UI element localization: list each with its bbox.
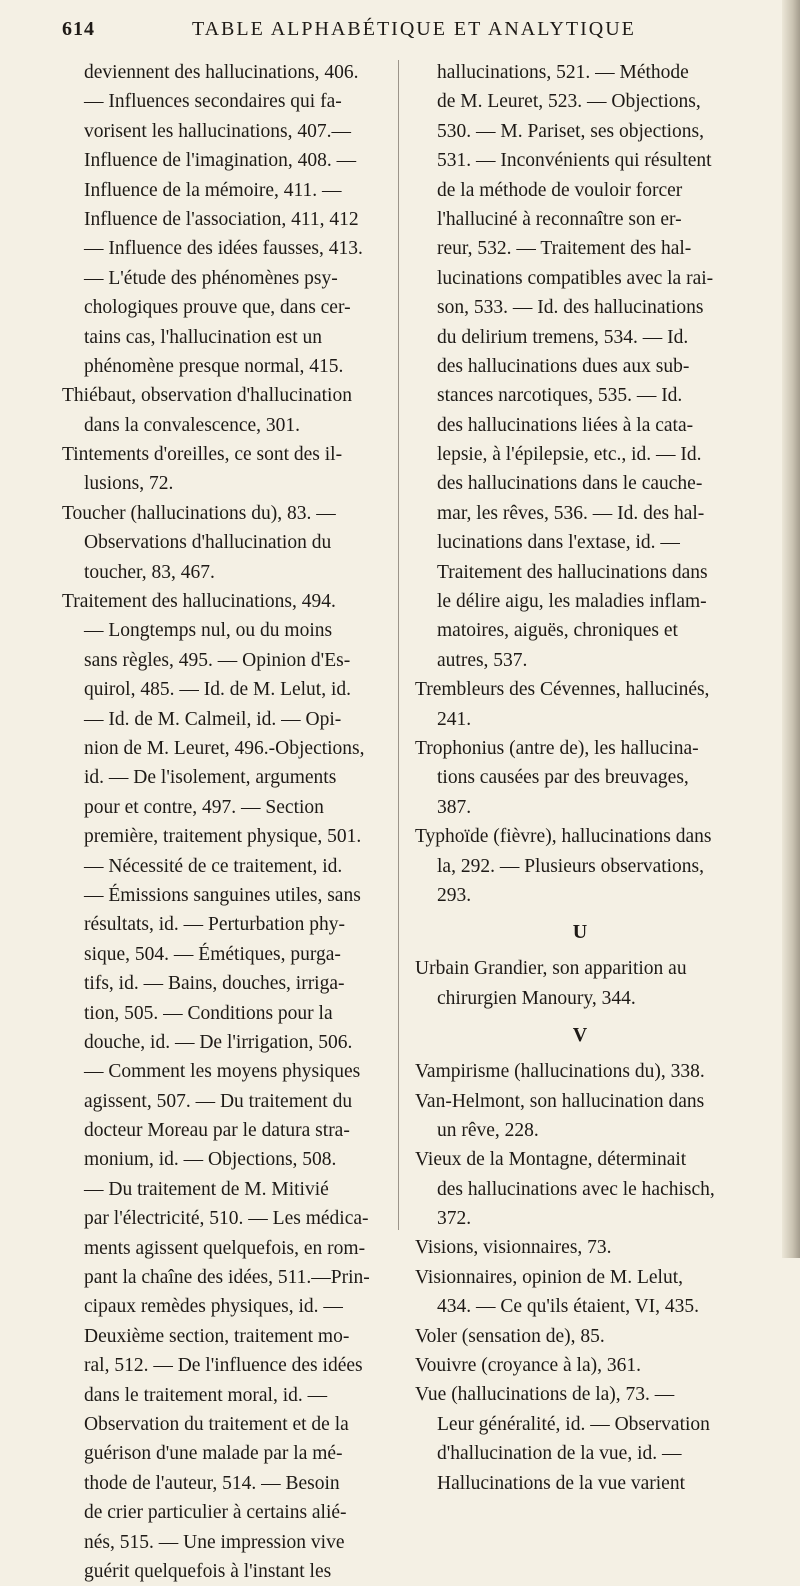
index-line: Traitement des hallucinations dans bbox=[437, 561, 708, 583]
index-line: lusions, 72. bbox=[84, 473, 174, 495]
index-line: Toucher (hallucinations du), 83. — bbox=[62, 502, 336, 524]
index-line: Urbain Grandier, son apparition au bbox=[415, 958, 687, 980]
index-line: tions causées par des breuvages, bbox=[437, 767, 689, 789]
index-line: phénomène presque normal, 415. bbox=[84, 355, 344, 377]
index-line: — Nécessité de ce traitement, id. bbox=[84, 855, 343, 877]
index-line: stances narcotiques, 535. — Id. bbox=[437, 385, 683, 407]
index-line: autres, 537. bbox=[437, 649, 528, 671]
index-line: thode de l'auteur, 514. — Besoin bbox=[84, 1472, 340, 1494]
index-line: l'halluciné à reconnaître son er- bbox=[437, 208, 682, 230]
section-letter: U bbox=[572, 921, 588, 944]
index-line: — Influences secondaires qui fa- bbox=[84, 91, 342, 113]
index-line: Van-Helmont, son hallucination dans bbox=[415, 1090, 705, 1112]
index-line: — Émissions sanguines utiles, sans bbox=[84, 884, 361, 906]
index-line: chologiques prouve que, dans cer- bbox=[84, 297, 351, 319]
index-line: — Longtemps nul, ou du moins bbox=[84, 620, 333, 642]
index-line: Trembleurs des Cévennes, hallucinés, bbox=[415, 679, 710, 701]
index-line: Leur généralité, id. — Observation bbox=[437, 1413, 710, 1435]
index-line: — Id. de M. Calmeil, id. — Opi- bbox=[84, 708, 342, 730]
index-line: sans règles, 495. — Opinion d'Es- bbox=[84, 649, 351, 671]
index-line: 372. bbox=[437, 1208, 472, 1230]
index-line: tifs, id. — Bains, douches, irriga- bbox=[84, 973, 345, 995]
index-line: des hallucinations dans le cauche- bbox=[437, 473, 703, 495]
index-line: — Influence des idées fausses, 413. bbox=[84, 238, 363, 260]
index-line: la, 292. — Plusieurs observations, bbox=[437, 855, 705, 877]
index-line: de la méthode de vouloir forcer bbox=[437, 179, 683, 201]
index-line: reur, 532. — Traitement des hal- bbox=[437, 238, 692, 260]
index-line: 530. — M. Pariset, ses objections, bbox=[437, 120, 705, 142]
index-line: quirol, 485. — Id. de M. Lelut, id. bbox=[84, 679, 352, 701]
index-line: chirurgien Manoury, 344. bbox=[437, 987, 636, 1009]
index-line: 531. — Inconvénients qui résultent bbox=[437, 150, 712, 172]
index-line: lucinations dans l'extase, id. — bbox=[437, 532, 680, 554]
index-line: ral, 512. — De l'influence des idées bbox=[84, 1355, 363, 1377]
index-line: un rêve, 228. bbox=[437, 1119, 539, 1141]
index-line: docteur Moreau par le datura stra- bbox=[84, 1120, 350, 1142]
index-line: du delirium tremens, 534. — Id. bbox=[437, 326, 689, 348]
index-line: Voler (sensation de), 85. bbox=[415, 1325, 605, 1347]
index-line: Visions, visionnaires, 73. bbox=[415, 1237, 612, 1259]
index-column-right bbox=[415, 58, 745, 1498]
index-line: deviennent des hallucinations, 406. bbox=[84, 62, 359, 83]
index-line: guérit quelquefois à l'instant les bbox=[84, 1560, 332, 1582]
index-line: ments agissent quelquefois, en rom- bbox=[84, 1237, 366, 1259]
index-line: matoires, aiguës, chroniques et bbox=[437, 620, 678, 642]
index-line: vorisent les hallucinations, 407.— bbox=[84, 120, 352, 142]
index-line: Observation du traitement et de la bbox=[84, 1413, 349, 1435]
index-line: 434. — Ce qu'ils étaient, VI, 435. bbox=[437, 1296, 700, 1318]
index-line: des hallucinations avec le hachisch, bbox=[437, 1178, 715, 1200]
index-line: par l'électricité, 510. — Les médica- bbox=[84, 1208, 369, 1230]
index-line: Thiébaut, observation d'hallucination bbox=[62, 385, 352, 407]
index-line: lucinations compatibles avec la rai- bbox=[437, 267, 714, 289]
index-line: — Comment les moyens physiques bbox=[84, 1061, 361, 1083]
index-line: dans le traitement moral, id. — bbox=[84, 1384, 328, 1406]
index-line: Vampirisme (hallucinations du), 338. bbox=[415, 1061, 705, 1083]
index-line: première, traitement physique, 501. bbox=[84, 826, 362, 848]
page-header bbox=[62, 18, 762, 48]
index-line: lepsie, à l'épilepsie, etc., id. — Id. bbox=[437, 444, 702, 466]
running-title: TABLE ALPHABÉTIQUE ET ANALYTIQUE bbox=[192, 18, 636, 40]
index-line: cipaux remèdes physiques, id. — bbox=[84, 1296, 343, 1318]
index-line: toucher, 83, 467. bbox=[84, 561, 215, 583]
index-line: agissent, 507. — Du traitement du bbox=[84, 1090, 353, 1112]
index-line: Tintements d'oreilles, ce sont des il- bbox=[62, 444, 343, 466]
index-line: pour et contre, 497. — Section bbox=[84, 796, 324, 818]
index-line: monium, id. — Objections, 508. bbox=[84, 1149, 337, 1171]
index-line: — Du traitement de M. Mitivié bbox=[84, 1178, 329, 1200]
index-line: nion de M. Leuret, 496.-Objections, bbox=[84, 737, 365, 759]
index-line: Influence de l'imagination, 408. — bbox=[84, 150, 357, 172]
index-line: Observations d'hallucination du bbox=[84, 532, 332, 554]
index-line: guérison d'une malade par la mé- bbox=[84, 1443, 343, 1465]
index-line: mar, les rêves, 536. — Id. des hal- bbox=[437, 502, 705, 524]
index-line: de M. Leuret, 523. — Objections, bbox=[437, 91, 701, 113]
index-line: tion, 505. — Conditions pour la bbox=[84, 1002, 333, 1024]
index-line: 241. bbox=[437, 708, 472, 730]
index-line: sique, 504. — Émétiques, purga- bbox=[84, 943, 341, 965]
index-line: Deuxième section, traitement mo- bbox=[84, 1325, 350, 1347]
index-line: des hallucinations liées à la cata- bbox=[437, 414, 694, 436]
index-line: nés, 515. — Une impression vive bbox=[84, 1531, 345, 1553]
index-line: dans la convalescence, 301. bbox=[84, 414, 301, 436]
index-line: son, 533. — Id. des hallucinations bbox=[437, 297, 704, 319]
index-line: pant la chaîne des idées, 511.—Prin- bbox=[84, 1267, 370, 1289]
index-line: d'hallucination de la vue, id. — bbox=[437, 1443, 682, 1465]
section-letter: V bbox=[572, 1024, 588, 1047]
index-line: Visionnaires, opinion de M. Lelut, bbox=[415, 1266, 684, 1288]
column-divider bbox=[398, 60, 399, 1230]
index-line: Trophonius (antre de), les hallucina- bbox=[415, 737, 699, 759]
index-line: résultats, id. — Perturbation phy- bbox=[84, 914, 346, 936]
index-line: Typhoïde (fièvre), hallucinations dans bbox=[415, 826, 712, 848]
index-line: id. — De l'isolement, arguments bbox=[84, 767, 337, 789]
index-line: tains cas, l'hallucination est un bbox=[84, 326, 322, 348]
index-line: Vue (hallucinations de la), 73. — bbox=[415, 1384, 675, 1406]
index-line: — L'étude des phénomènes psy- bbox=[84, 267, 338, 289]
index-line: douche, id. — De l'irrigation, 506. bbox=[84, 1031, 353, 1053]
index-line: 293. bbox=[437, 884, 472, 906]
index-line: Vouivre (croyance à la), 361. bbox=[415, 1355, 641, 1377]
index-line: le délire aigu, les maladies inflam- bbox=[437, 591, 707, 613]
index-column-left bbox=[62, 58, 392, 1586]
index-line: Traitement des hallucinations, 494. bbox=[62, 591, 336, 613]
index-line: de crier particulier à certains alié- bbox=[84, 1502, 347, 1524]
index-line: Vieux de la Montagne, déterminait bbox=[415, 1149, 687, 1171]
index-line: des hallucinations dues aux sub- bbox=[437, 355, 690, 377]
index-line: Hallucinations de la vue varient bbox=[437, 1472, 685, 1494]
index-line: hallucinations, 521. — Méthode bbox=[437, 62, 689, 83]
index-line: Influence de la mémoire, 411. — bbox=[84, 179, 342, 201]
index-line: 387. bbox=[437, 796, 472, 818]
page-number: 614 bbox=[62, 18, 95, 40]
page-edge-shadow bbox=[782, 0, 800, 1258]
index-line: Influence de l'association, 411, 412 bbox=[84, 208, 359, 230]
